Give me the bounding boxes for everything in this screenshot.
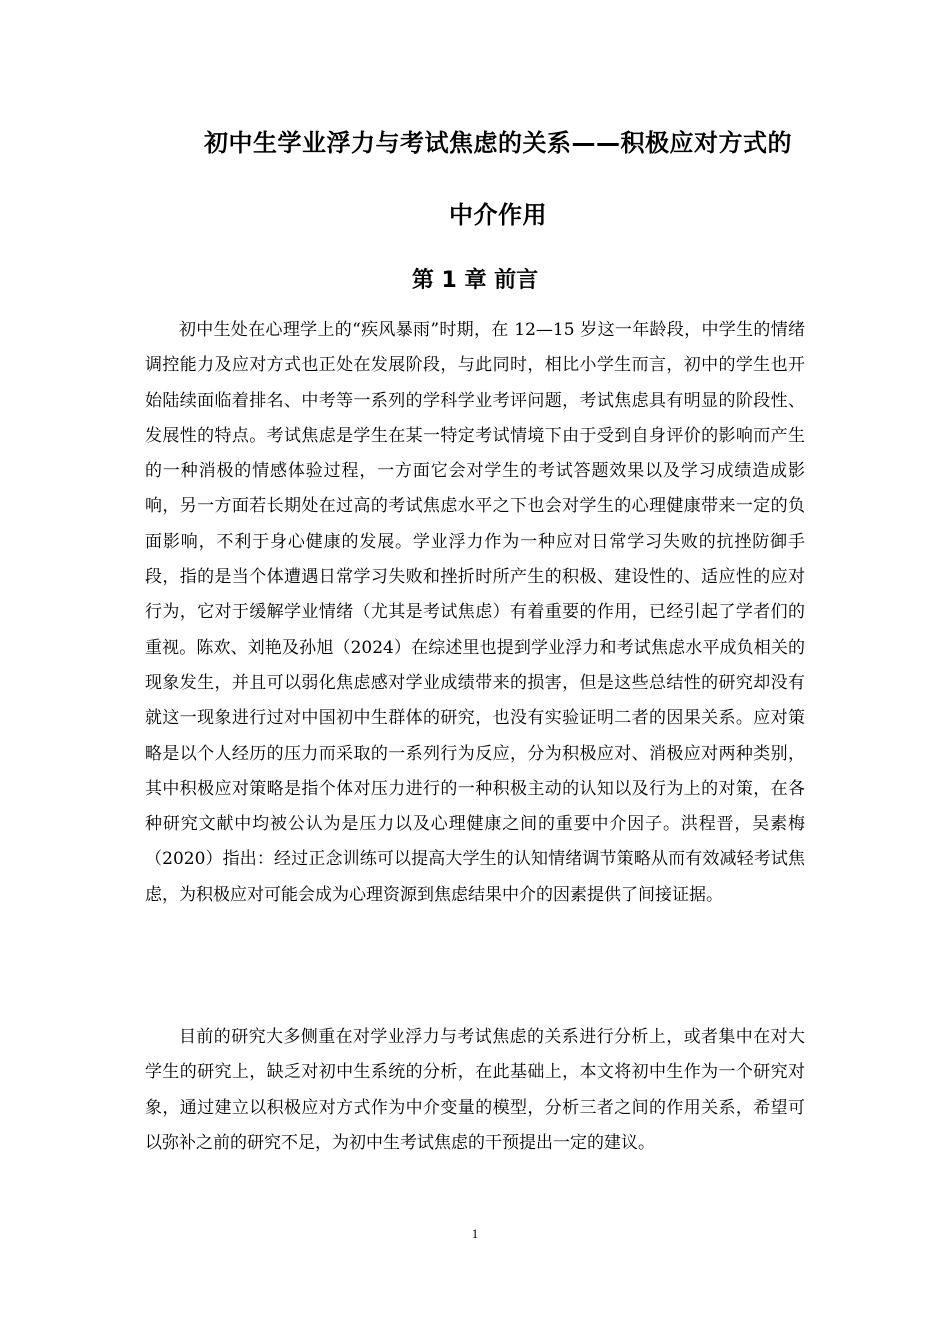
paper-title-line-2: 中介作用 <box>449 201 547 229</box>
body-paragraph-1: 初中生处在心理学上的“疾风暴雨”时期，在 12—15 岁这一年龄段，中学生的情绪调控能力及应对方式也正处在发展阶段，与此同时，相比小学生而言，初中的学生也开始陆续面临着排名、中考等一系列的学科学业考评问题，考试焦虑具有明显的阶段性、发展性的特点。考试焦虑是学生在某一特定考试情境下由于受到自身评价的影响而产生的一种消极的情感体验过程，一方面它会对学生的考试答题效果以及学习成绩造成影响，另一方面若长期处在过高的考试焦虑水平之下也会对学生的心理健康带来一定的负面影响，不利于身心健康的发展。学业浮力作为一种应对日常学习失败的抗挫防御手段，指的是当个体遭遇日常学习失败和挫折时所产生的积极、建设性的、适应性的应对行为，它对于缓解学业情绪（尤其是考试焦虑）有着重要的作用，已经引起了学者们的重视。陈欢、刘艳及孙旭（2024）在综述里也提到学业浮力和考试焦虑水平成负相关的现象发生，并且可以弱化焦虑感对学业成绩带来的损害，但是这些总结性的研究却没有就这一现象进行过对中国初中生群体的研究，也没有实验证明二者的因果关系。应对策略是以个人经历的压力而采取的一系列行为反应，分为积极应对、消极应对两种类别，其中积极应对策略是指个体对压力进行的一种积极主动的认知以及行为上的对策，在各种研究文献中均被公认为是压力以及心理健康之间的重要中介因子。洪程晋，吴素梅（2020）指出：经过正念训练可以提高大学生的认知情绪调节策略从而有效减轻考试焦虑，为积极应对可能会成为心理资源到焦虑结果中介的因素提供了间接证据。 <box>145 320 805 905</box>
page-number: 1 <box>471 1226 479 1241</box>
body-paragraph-2: 目前的研究大多侧重在对学业浮力与考试焦虑的关系进行分析上，或者集中在对大学生的研究上，缺乏对初中生系统的分析，在此基础上，本文将初中生作为一个研究对象，通过建立以积极应对方式作为中介变量的模型，分析三者之间的作用关系，希望可以弥补之前的研究不足，为初中生考试焦虑的干预提出一定的建议。 <box>145 1027 805 1153</box>
paper-title-line-1: 初中生学业浮力与考试焦虑的关系——积极应对方式的 <box>204 129 792 157</box>
chapter-heading: 第 1 章 前言 <box>411 268 539 293</box>
